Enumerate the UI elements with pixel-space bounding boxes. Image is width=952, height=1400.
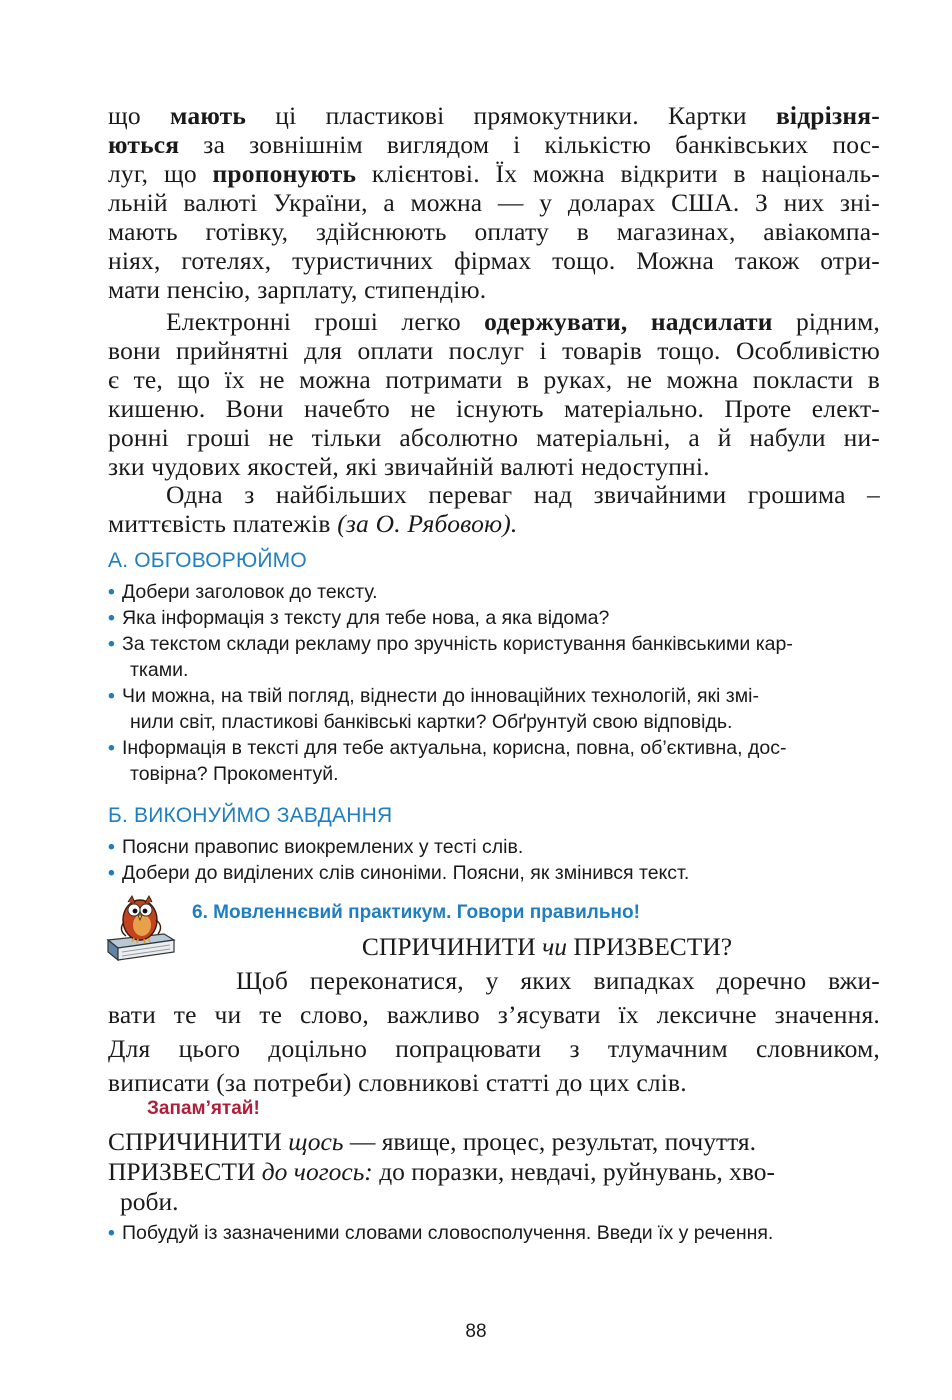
main-title-chy: чи xyxy=(542,932,568,961)
text-line xyxy=(108,159,880,188)
def-1-case: щось xyxy=(288,1127,344,1156)
def-1-word: СПРИЧИНИТИ xyxy=(108,1127,282,1156)
text-run: що xyxy=(108,101,170,130)
list-item xyxy=(108,860,883,886)
text-run: вони прийнятні для оплати послуг і товарів тощо. Особливістю xyxy=(108,336,880,365)
section-b-list xyxy=(108,834,883,886)
text-run: ронні гроші не тільки абсолютно матеріальні, а й набули ни- xyxy=(108,423,880,452)
italic-citation: (за О. Рябовою). xyxy=(337,509,518,538)
text-line xyxy=(108,452,880,481)
bullet-icon: • xyxy=(108,1222,115,1244)
text-line xyxy=(108,275,880,304)
final-task-text: Побудуй із зазначеними словами словосполучення. Введи їх у речення. xyxy=(122,1222,774,1244)
text-line xyxy=(108,365,880,394)
bold-word: пропонують xyxy=(212,159,357,188)
text-run: ці пластикові прямокутники. Картки xyxy=(246,101,776,130)
text-line xyxy=(108,480,880,509)
text-line: Для цього доцільно попрацювати з тлумачним словником, xyxy=(108,1034,880,1063)
list-item-text: Поясни правопис виокремлених у тесті слів. xyxy=(122,836,524,858)
paragraph-3 xyxy=(108,480,880,538)
bold-word: мають xyxy=(169,101,247,130)
text-run: ніях, готелях, туристичних фірмах тощо. Можна також отри- xyxy=(108,246,880,275)
task-6-main-title xyxy=(108,932,952,962)
def-1-text: — явище, процес, результат, почуття. xyxy=(343,1127,757,1156)
list-item-text: Чи можна, на твій погляд, віднести до інноваційних технологій, які змі- xyxy=(122,685,759,707)
text-run: Електронні гроші легко xyxy=(166,307,485,336)
text-line xyxy=(108,188,880,217)
list-item xyxy=(108,1220,883,1246)
section-a-heading: А. ОБГОВОРЮЙМО xyxy=(108,549,307,572)
bold-word: ються xyxy=(108,130,180,159)
section-a-list xyxy=(108,579,883,787)
text-run: зки чудових якостей, які звичайній валюті недоступні. xyxy=(108,452,710,481)
paragraph-2 xyxy=(108,307,880,481)
list-item-text: Добери до виділених слів синоніми. Поясни, як змінився текст. xyxy=(122,862,690,884)
text-run: клієнтові. Їх можна відкрити в національ- xyxy=(356,159,880,188)
text-line xyxy=(108,130,880,159)
definition-2 xyxy=(108,1157,898,1187)
text-line xyxy=(108,394,880,423)
paragraph-1 xyxy=(108,101,880,304)
bullet-icon: • xyxy=(108,633,115,655)
bullet-icon: • xyxy=(108,607,115,629)
list-item xyxy=(108,683,883,735)
bullet-icon: • xyxy=(108,685,115,707)
bullet-icon: • xyxy=(108,862,115,884)
list-item-continuation: нили світ, пластикові банківські картки? Обґрунтуй свою відповідь. xyxy=(130,711,733,733)
page-number: 88 xyxy=(465,1321,487,1342)
list-item xyxy=(108,631,883,683)
bullet-icon: • xyxy=(108,737,115,759)
list-item-continuation: товірна? Прокоментуй. xyxy=(130,763,339,785)
text-line xyxy=(108,336,880,365)
def-2-text: до поразки, невдачі, руйнувань, хво- xyxy=(372,1157,776,1186)
definition-1 xyxy=(108,1127,898,1157)
text-line: Щоб переконатися, у яких випадках доречно вжи- xyxy=(236,966,880,995)
text-run: луг, що xyxy=(108,159,213,188)
text-line xyxy=(108,101,880,130)
text-run: миттєвість платежів xyxy=(108,509,338,538)
text-run: кишеню. Вони начебто не існують матеріально. Проте елект- xyxy=(108,394,880,423)
text-run: Одна з найбільших переваг над звичайними грошима – xyxy=(166,480,880,509)
main-title-part-a: СПРИЧИНИТИ xyxy=(361,932,543,961)
definitions xyxy=(108,1127,898,1217)
list-item xyxy=(108,735,883,787)
list-item-text: Добери заголовок до тексту. xyxy=(122,581,378,603)
section-b-heading: Б. ВИКОНУЙМО ЗАВДАННЯ xyxy=(108,804,393,827)
text-run: мати пенсію, зарплату, стипендію. xyxy=(108,275,487,304)
definition-2-continuation: роби. xyxy=(120,1187,179,1216)
text-line xyxy=(108,217,880,246)
list-item xyxy=(108,834,883,860)
list-item-text: Інформація в тексті для тебе актуальна, корисна, повна, об’єктивна, дос- xyxy=(122,737,787,759)
text-run: рідним, xyxy=(772,307,880,336)
list-item-continuation: тками. xyxy=(130,659,189,681)
main-title-part-b: ПРИЗВЕСТИ? xyxy=(567,932,733,961)
text-run: є те, що їх не можна потримати в руках, не можна покласти в xyxy=(108,365,880,394)
text-run: за зовнішнім виглядом і кількістю банківських пос- xyxy=(179,130,880,159)
text-run: мають готівку, здійснюють оплату в магазинах, авіакомпа- xyxy=(108,217,880,246)
text-line xyxy=(108,307,880,336)
task-6-intro xyxy=(108,964,880,1100)
list-item-text: За текстом склади рекламу про зручність користування банківськими кар- xyxy=(122,633,793,655)
text-line xyxy=(108,246,880,275)
task-6-title: 6. Мовленнєвий практикум. Говори правильно! xyxy=(192,902,640,923)
def-2-word: ПРИЗВЕСТИ xyxy=(108,1157,256,1186)
remember-label: Запам’ятай! xyxy=(147,1098,260,1119)
final-task-list xyxy=(108,1220,883,1246)
text-line xyxy=(108,509,880,538)
list-item xyxy=(108,579,883,605)
bold-word: відрізня- xyxy=(775,101,880,130)
bullet-icon: • xyxy=(108,581,115,603)
bullet-icon: • xyxy=(108,836,115,858)
def-2-case: до чогось: xyxy=(261,1157,373,1186)
text-line xyxy=(108,423,880,452)
text-run: льній валюті України, а можна — у доларах США. З них зні- xyxy=(108,188,880,217)
text-line: вати те чи те слово, важливо з’ясувати їх лексичне значення. xyxy=(108,1000,880,1029)
list-item-text: Яка інформація з тексту для тебе нова, а яка відома? xyxy=(122,607,610,629)
bold-word: одержувати, надсилати xyxy=(484,307,773,336)
text-line: виписати (за потреби) словникові статті до цих слів. xyxy=(108,1068,687,1097)
list-item xyxy=(108,605,883,631)
